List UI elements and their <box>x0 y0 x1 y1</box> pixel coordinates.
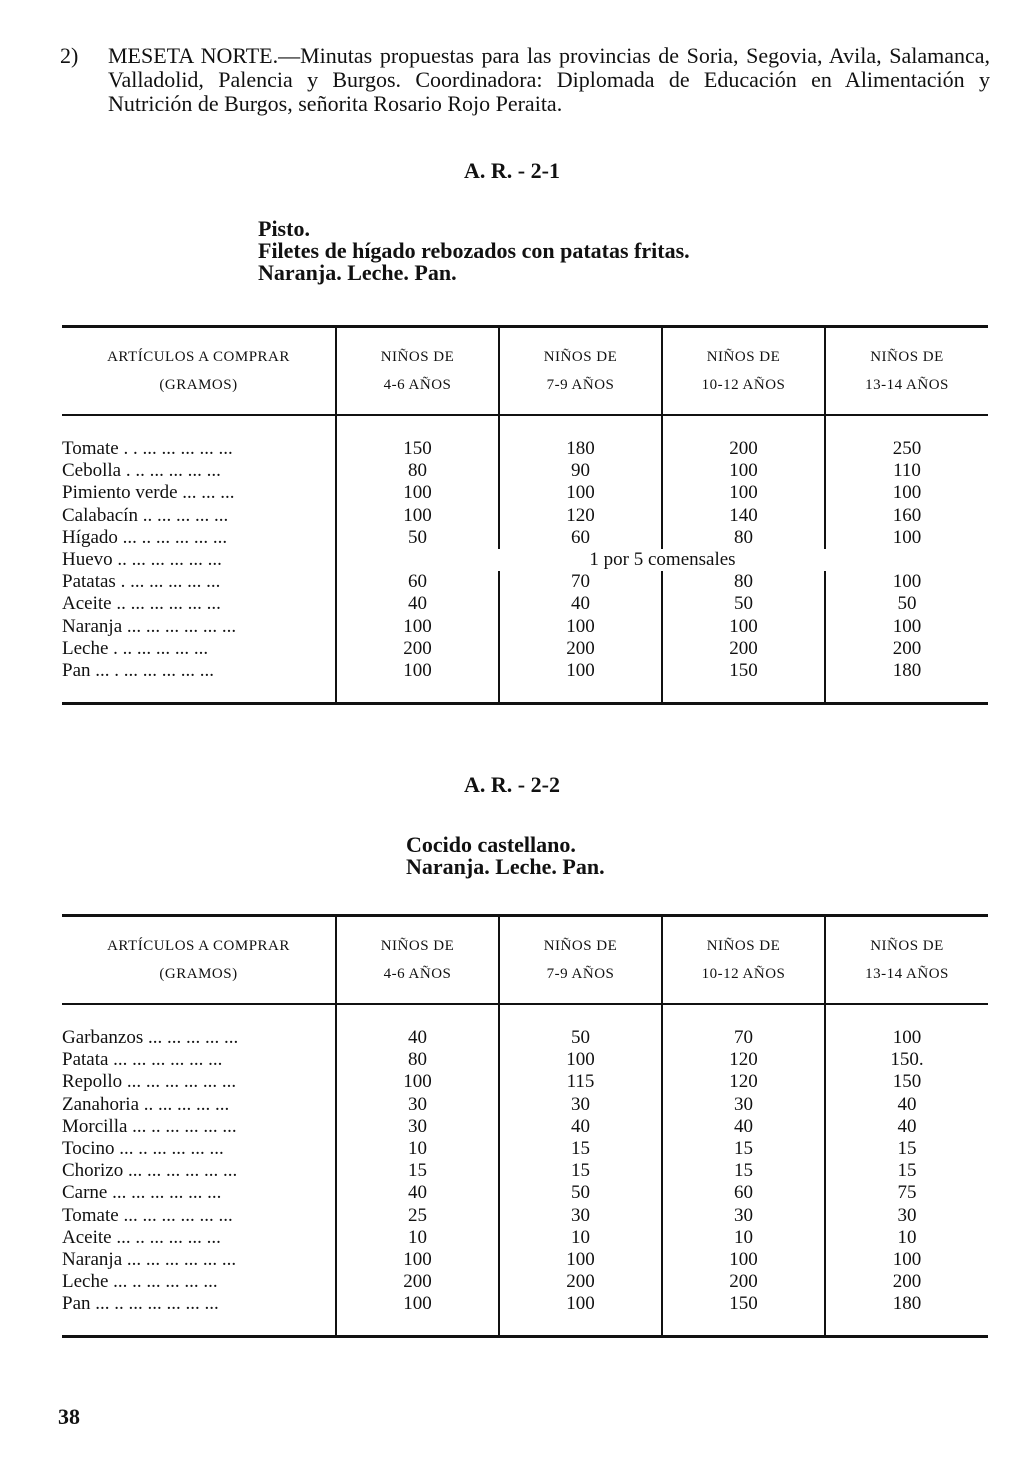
table-row <box>62 638 988 660</box>
quantity-cell: 15 <box>336 1160 499 1182</box>
quantity-cell: 40 <box>336 1182 499 1204</box>
header-line: NIÑOS DE <box>380 349 455 365</box>
item-name: Leche . .. ... ... ... ... <box>62 637 209 659</box>
item-name: Carne ... ... ... ... ... ... <box>62 1182 222 1204</box>
quantity-cell: 200 <box>336 638 499 660</box>
quantity-cell: 200 <box>662 638 825 660</box>
quantity-cell: 10 <box>825 1227 988 1249</box>
table-row <box>62 1160 988 1182</box>
quantity-cell: 30 <box>336 1094 499 1116</box>
quantity-cell: 150 <box>662 1293 825 1337</box>
quantity-cell: 150. <box>825 1049 988 1071</box>
quantity-cell: 50 <box>662 593 825 615</box>
quantity-cell: 150 <box>662 660 825 704</box>
quantity-cell: 100 <box>499 1049 662 1071</box>
intro-text: MESETA NORTE.—Minutas propuestas para las provincias de Soria, Segovia, Avila, Salamanca, Valladolid, Palencia y Burgos. Coordinadora: Diplomada de Educación en Alimentación y Nutrición de Burgos, señorita Rosario Rojo Peraita. <box>108 43 990 116</box>
quantity-cell: 100 <box>336 1249 499 1271</box>
quantity-cell: 50 <box>499 1004 662 1049</box>
menu-line: Pisto. <box>258 216 310 241</box>
quantity-cell: 30 <box>825 1205 988 1227</box>
quantity-cell: 40 <box>662 1116 825 1138</box>
quantity-cell: 80 <box>662 571 825 593</box>
quantity-cell: 30 <box>662 1094 825 1116</box>
quantity-cell: 180 <box>499 415 662 460</box>
header-line: NIÑOS DE <box>706 349 781 365</box>
quantity-cell: 15 <box>825 1160 988 1182</box>
section-title-ar-2-2: A. R. - 2-2 <box>464 772 560 797</box>
quantity-cell: 180 <box>825 1293 988 1337</box>
item-name: Garbanzos ... ... ... ... ... <box>62 1027 239 1049</box>
quantity-cell: 10 <box>499 1227 662 1249</box>
quantity-cell: 60 <box>662 1182 825 1204</box>
table-row <box>62 1004 988 1049</box>
item-name: Pimiento verde ... ... ... <box>62 482 235 504</box>
page-number: 38 <box>58 1404 80 1429</box>
item-name: Naranja ... ... ... ... ... ... <box>62 1248 237 1270</box>
item-name: Tomate ... ... ... ... ... ... <box>62 1204 233 1226</box>
quantity-cell: 30 <box>499 1094 662 1116</box>
quantity-cell: 15 <box>662 1160 825 1182</box>
quantity-cell: 80 <box>662 527 825 549</box>
item-name: Leche ... .. ... ... ... ... <box>62 1271 218 1293</box>
item-name: Patata ... ... ... ... ... ... <box>62 1049 223 1071</box>
quantity-cell: 200 <box>825 638 988 660</box>
table-row <box>62 1293 988 1337</box>
quantity-cell: 90 <box>499 460 662 482</box>
item-name: Hígado ... .. ... ... ... ... <box>62 526 228 548</box>
quantity-cell: 100 <box>336 616 499 638</box>
quantity-cell: 100 <box>825 1249 988 1271</box>
quantity-cell: 40 <box>336 593 499 615</box>
header-line: NIÑOS DE <box>870 349 944 365</box>
menu-line: Cocido castellano. <box>406 832 576 857</box>
quantity-cell: 50 <box>825 593 988 615</box>
section-title-ar-2-1: A. R. - 2-1 <box>464 158 560 183</box>
quantity-cell: 70 <box>499 571 662 593</box>
quantity-cell: 100 <box>499 482 662 504</box>
quantity-cell: 100 <box>499 660 662 704</box>
section-number: 2) <box>60 43 79 68</box>
quantity-cell: 75 <box>825 1182 988 1204</box>
quantity-cell: 30 <box>499 1205 662 1227</box>
quantity-cell: 100 <box>499 1293 662 1337</box>
quantity-cell: 200 <box>825 1271 988 1293</box>
quantity-cell: 25 <box>336 1205 499 1227</box>
table-row <box>62 460 988 482</box>
quantity-cell: 200 <box>499 1271 662 1293</box>
item-name: Tocino ... .. ... ... ... ... <box>62 1138 224 1160</box>
quantity-cell: 15 <box>825 1138 988 1160</box>
table-row <box>62 616 988 638</box>
item-name: Chorizo ... ... ... ... ... ... <box>62 1160 238 1182</box>
table-row <box>62 1094 988 1116</box>
quantity-cell: 100 <box>336 482 499 504</box>
table-row <box>62 593 988 615</box>
table-row <box>62 1227 988 1249</box>
table-row <box>62 1049 988 1071</box>
quantity-cell: 200 <box>499 638 662 660</box>
table-row <box>62 482 988 504</box>
quantity-cell: 15 <box>662 1138 825 1160</box>
quantity-cell: 200 <box>662 1271 825 1293</box>
quantity-cell: 40 <box>825 1094 988 1116</box>
quantity-cell: 200 <box>336 1271 499 1293</box>
quantity-cell: 50 <box>336 527 499 549</box>
header-age-7-9 <box>499 327 662 416</box>
item-name: Patatas . ... ... ... ... ... <box>62 571 221 593</box>
quantity-cell: 10 <box>336 1138 499 1160</box>
header-line: 13-14 AÑOS <box>865 377 949 393</box>
header-label: ARTÍCULOS A COMPRAR <box>107 938 290 954</box>
quantity-cell: 100 <box>499 1249 662 1271</box>
header-articles <box>62 916 336 1005</box>
table-row <box>62 1271 988 1293</box>
item-name: Zanahoria .. ... ... ... ... <box>62 1093 230 1115</box>
quantity-cell: 100 <box>825 527 988 549</box>
menu-ar-2-1 <box>258 218 690 284</box>
quantity-cell: 100 <box>662 616 825 638</box>
quantity-cell: 40 <box>336 1004 499 1049</box>
quantity-cell: 30 <box>662 1205 825 1227</box>
item-name: Morcilla ... .. ... ... ... ... <box>62 1115 237 1137</box>
header-line: 10-12 AÑOS <box>701 966 786 982</box>
menu-line: Naranja. Leche. Pan. <box>258 260 457 285</box>
quantity-cell: 80 <box>336 1049 499 1071</box>
quantity-cell: 40 <box>825 1116 988 1138</box>
quantity-cell: 80 <box>336 460 499 482</box>
item-name: Pan ... . ... ... ... ... ... <box>62 660 336 704</box>
quantity-cell: 10 <box>662 1227 825 1249</box>
quantity-cell: 150 <box>825 1071 988 1093</box>
header-line: NIÑOS DE <box>870 938 944 954</box>
table-row <box>62 660 988 704</box>
quantity-cell: 40 <box>499 1116 662 1138</box>
header-age-10-12 <box>662 327 825 416</box>
quantity-cell: 100 <box>662 460 825 482</box>
item-name: Naranja ... ... ... ... ... ... <box>62 615 237 637</box>
table-row <box>62 1249 988 1271</box>
item-name: Huevo .. ... ... ... ... ... <box>62 549 222 571</box>
quantity-cell: 40 <box>499 593 662 615</box>
table-header-row <box>62 916 988 1005</box>
quantity-cell: 160 <box>825 505 988 527</box>
quantity-cell: 50 <box>499 1182 662 1204</box>
quantity-note: 1 por 5 comensales <box>336 549 988 571</box>
menu-line: Filetes de hígado rebozados con patatas fritas. <box>258 238 690 263</box>
item-name: Pan ... .. ... ... ... ... ... <box>62 1293 336 1337</box>
header-line: NIÑOS DE <box>543 938 618 954</box>
header-line: NIÑOS DE <box>380 938 455 954</box>
quantity-cell: 120 <box>662 1071 825 1093</box>
quantity-cell: 100 <box>662 482 825 504</box>
quantity-cell: 100 <box>825 571 988 593</box>
header-articles <box>62 327 336 416</box>
item-name: Aceite .. ... ... ... ... ... <box>62 593 221 615</box>
quantity-cell: 120 <box>662 1049 825 1071</box>
header-label: ARTÍCULOS A COMPRAR <box>107 349 290 365</box>
quantity-cell: 110 <box>825 460 988 482</box>
quantity-cell: 200 <box>662 415 825 460</box>
header-age-13-14 <box>825 327 988 416</box>
quantity-cell: 115 <box>499 1071 662 1093</box>
quantity-cell: 100 <box>336 1293 499 1337</box>
table-row <box>62 1138 988 1160</box>
item-name: Tomate . . ... ... ... ... ... <box>62 438 233 460</box>
table-row <box>62 1205 988 1227</box>
quantity-cell: 15 <box>499 1138 662 1160</box>
header-unit: (GRAMOS) <box>159 377 238 393</box>
header-age-7-9 <box>499 916 662 1005</box>
ration-table-ar-2-1 <box>62 325 988 705</box>
table-row <box>62 549 988 571</box>
header-line: 4-6 AÑOS <box>383 966 452 982</box>
header-age-4-6 <box>336 327 499 416</box>
header-line: NIÑOS DE <box>706 938 781 954</box>
header-line: 13-14 AÑOS <box>865 966 949 982</box>
table-row <box>62 1071 988 1093</box>
quantity-cell: 100 <box>662 1249 825 1271</box>
item-name: Calabacín .. ... ... ... ... <box>62 504 229 526</box>
item-name: Aceite ... .. ... ... ... ... <box>62 1226 221 1248</box>
quantity-cell: 100 <box>336 1071 499 1093</box>
table-row <box>62 1116 988 1138</box>
table-row <box>62 571 988 593</box>
quantity-cell: 100 <box>499 616 662 638</box>
table-row <box>62 505 988 527</box>
ration-table-ar-2-2 <box>62 914 988 1338</box>
menu-ar-2-2 <box>406 834 605 878</box>
header-line: 7-9 AÑOS <box>546 966 615 982</box>
table-body <box>62 415 988 704</box>
quantity-cell: 15 <box>499 1160 662 1182</box>
quantity-cell: 60 <box>336 571 499 593</box>
quantity-cell: 100 <box>825 1004 988 1049</box>
quantity-cell: 250 <box>825 415 988 460</box>
quantity-cell: 30 <box>336 1116 499 1138</box>
header-age-4-6 <box>336 916 499 1005</box>
table-header-row <box>62 327 988 416</box>
quantity-cell: 150 <box>336 415 499 460</box>
quantity-cell: 180 <box>825 660 988 704</box>
quantity-cell: 10 <box>336 1227 499 1249</box>
quantity-cell: 140 <box>662 505 825 527</box>
header-line: 4-6 AÑOS <box>383 377 452 393</box>
quantity-cell: 100 <box>825 616 988 638</box>
table-row <box>62 1182 988 1204</box>
table-row <box>62 527 988 549</box>
table-body <box>62 1004 988 1337</box>
header-line: 10-12 AÑOS <box>701 377 786 393</box>
item-name: Cebolla . .. ... ... ... ... <box>62 460 221 482</box>
quantity-cell: 100 <box>825 482 988 504</box>
header-line: NIÑOS DE <box>543 349 618 365</box>
quantity-cell: 60 <box>499 527 662 549</box>
quantity-cell: 70 <box>662 1004 825 1049</box>
header-unit: (GRAMOS) <box>159 966 238 982</box>
header-line: 7-9 AÑOS <box>546 377 615 393</box>
quantity-cell: 100 <box>336 660 499 704</box>
quantity-cell: 120 <box>499 505 662 527</box>
menu-line: Naranja. Leche. Pan. <box>406 854 605 879</box>
intro-paragraph <box>60 44 990 116</box>
header-age-10-12 <box>662 916 825 1005</box>
header-age-13-14 <box>825 916 988 1005</box>
quantity-cell: 100 <box>336 505 499 527</box>
table-row <box>62 415 988 460</box>
item-name: Repollo ... ... ... ... ... ... <box>62 1071 237 1093</box>
